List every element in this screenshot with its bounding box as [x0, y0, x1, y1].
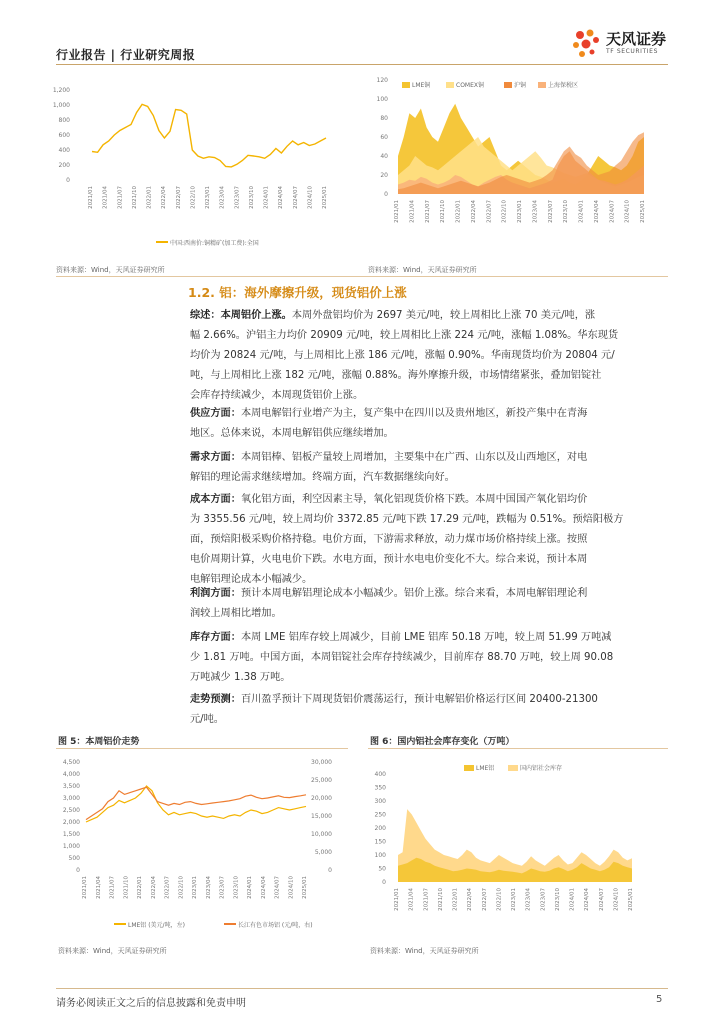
x-tick-label: 2024/01	[578, 200, 585, 223]
logo-text: 天风证券	[606, 30, 667, 48]
fig5-source: 资料来源：Wind，天风证券研究所	[58, 947, 167, 955]
fig5-y-right-tick: 30,000	[311, 759, 332, 766]
paragraph-demand: 需求方面：本周铝棒、铝板产量较上周增加，主要集中在广西、山东以及山西地区，对电 解铝的理论需求继续增加。终端方面，汽车数据继续向好。	[190, 452, 588, 483]
x-tick-label: 2022/04	[467, 888, 474, 911]
fig5-legend-cj: 长江有色市场铝 (元/吨，右)	[238, 922, 313, 929]
x-tick-label: 2023/10	[233, 876, 240, 899]
x-tick-label: 2021/07	[109, 876, 116, 899]
x-tick-label: 2024/04	[278, 186, 285, 209]
tr-source: 资料来源：Wind，天风证券研究所	[368, 266, 477, 274]
x-tick-label: 2021/07	[424, 200, 431, 223]
paragraph-cost: 成本方面：氧化铝方面，利空因素主导，氧化铝现货价格下跌。本周中国国产氧化铝均价 为 3355.56 元/吨，较上周均价 3372.85 元/吨下跌 17.29 元/吨，跌幅为 0.51%。预焙阳极方 面，预焙阳极采购价格持稳。电价方面，下游需求释放，动力煤市场价格持续上涨。按照 电价周期计算，火电电价下跌。水电方面，预计水电电价变化不大。综合来说，预计本周 电解铝理论成本小幅减少。	[190, 494, 624, 585]
fig5-y-left-tick: 3,000	[62, 795, 80, 802]
x-tick-label: 2021/07	[423, 888, 430, 911]
tl-y-tick: 1,200	[52, 87, 70, 94]
fig5-y-right-tick: 5,000	[314, 849, 332, 856]
tr-legend-swatch	[504, 82, 512, 88]
fig5-y-left-tick: 3,500	[62, 783, 80, 790]
x-tick-label: 2023/07	[219, 876, 226, 899]
tl-legend-label: 中国:西南价:铜精矿(加工费):全国	[170, 240, 259, 247]
fig5-legend-lme: LME铝 (美元/吨，左)	[128, 922, 185, 929]
x-tick-label: 2022/04	[470, 200, 477, 223]
x-tick-label: 2024/07	[609, 200, 616, 223]
tr-legend-swatch	[402, 82, 410, 88]
x-tick-label: 2021/01	[82, 876, 88, 899]
x-tick-label: 2021/04	[95, 876, 102, 899]
x-tick-label: 2024/10	[624, 200, 631, 223]
tl-y-tick: 200	[58, 162, 70, 169]
x-tick-label: 2022/07	[164, 876, 171, 899]
fig6-title-rule	[368, 748, 668, 749]
tr-legend-swatch	[538, 82, 546, 88]
fig5-title: 图 5：本周铝价走势	[58, 737, 140, 747]
para-label: 综述：	[190, 310, 221, 321]
tf-logo-icon	[568, 26, 604, 62]
fig5-y-left-tick: 500	[68, 855, 80, 862]
x-tick-label: 2024/07	[274, 876, 281, 899]
tr-y-tick: 60	[380, 134, 388, 141]
x-tick-label: 2021/01	[88, 186, 94, 209]
paragraph-inventory: 库存方面：本周 LME 铝库存较上周减少，目前 LME 铝库 50.18 万吨，较上周 51.99 万吨减 少 1.81 万吨。中国方面，本周铝锭社会库存持续减少，目前库存 88.70 万吨，较上周 90.08 万吨减少 1.38 万吨。	[190, 632, 614, 683]
x-tick-label: 2023/07	[547, 200, 554, 223]
fig6-source: 资料来源：Wind，天风证券研究所	[370, 947, 479, 955]
fig6-y-tick: 200	[374, 825, 386, 832]
para-label: 供应方面：	[190, 408, 241, 419]
fig6-y-tick: 150	[374, 838, 386, 846]
fig6-legend-lme: LME铝	[476, 765, 495, 772]
x-tick-label: 2022/01	[146, 186, 153, 209]
page-number: 5	[656, 994, 663, 1005]
x-tick-label: 2022/10	[178, 876, 185, 899]
fig5-y-right-tick: 15,000	[311, 813, 332, 820]
x-tick-label: 2023/01	[511, 888, 517, 911]
report-header-title: 行业报告 | 行业研究周报	[56, 48, 196, 62]
tr-legend-label: 上海保税区	[548, 82, 579, 89]
x-tick-label: 2024/10	[613, 888, 620, 911]
x-tick-label: 2023/04	[219, 186, 226, 209]
header-divider	[56, 64, 668, 65]
fig5-y-left-tick: 1,500	[62, 831, 80, 838]
x-tick-label: 2022/01	[452, 888, 459, 911]
x-tick-label: 2024/01	[247, 876, 253, 899]
tr-y-tick: 120	[376, 77, 388, 84]
tr-legend-label: LME铜	[412, 82, 431, 89]
x-tick-label: 2022/01	[455, 200, 462, 223]
fig5-aluminum-price-chart	[56, 752, 350, 936]
x-tick-label: 2022/07	[481, 888, 488, 911]
x-tick-label: 2021/07	[117, 186, 124, 209]
fig5-y-left-tick: 4,500	[62, 759, 80, 766]
fig5-y-left-tick: 2,000	[62, 819, 80, 826]
paragraph-summary: 综述：本周铝价上涨。本周外盘铝均价为 2697 美元/吨，较上周相比上涨 70 美元/吨，涨 幅 2.66%。沪铝主力均价 20909 元/吨，较上周相比上涨 224 元/吨，涨幅 1.08%。华东现货 均价为 20824 元/吨，与上周相比上涨 186 元/吨，涨幅 0.90%。华南现货均价为 20804 元/ 吨，与上周相比上涨 182 元/吨，涨幅 0.88%。海外摩擦升级，市场情绪紧张，叠加铝锭社 会库存持续减少，本周现货铝价上涨。	[190, 310, 619, 401]
fig6-y-tick: 350	[374, 784, 386, 792]
paragraph-forecast: 走势预测：百川盈孚预计下周现货铝价震荡运行，预计电解铝价格运行区间 20400-21300 元/吨。	[190, 694, 598, 725]
tr-y-tick: 0	[384, 191, 388, 198]
fig5-changjiang-line	[86, 787, 306, 819]
x-tick-label: 2022/04	[161, 186, 168, 209]
x-tick-label: 2022/10	[190, 186, 197, 209]
x-tick-label: 2025/01	[322, 186, 328, 209]
tr-legend-swatch	[446, 82, 454, 88]
x-tick-label: 2021/10	[440, 200, 447, 223]
fig6-inventory-chart	[368, 752, 668, 936]
para-label: 利润方面：	[190, 588, 241, 599]
paragraph-supply: 供应方面：本周电解铝行业增产为主，复产集中在四川以及贵州地区，新投产集中在青海 地区。总体来说，本周电解铝供应继续增加。	[190, 408, 588, 439]
copper-tc-chart	[52, 72, 346, 262]
x-tick-label: 2021/01	[394, 200, 400, 223]
fig6-y-tick: 100	[374, 852, 386, 859]
x-tick-label: 2022/07	[175, 186, 182, 209]
fig6-title: 图 6：国内铝社会库存变化（万吨）	[370, 737, 515, 747]
x-tick-label: 2024/01	[263, 186, 270, 209]
fig6-y-tick: 400	[374, 771, 386, 778]
x-tick-label: 2023/01	[517, 200, 523, 223]
x-tick-label: 2024/07	[292, 186, 299, 209]
tr-y-tick: 80	[380, 115, 388, 122]
section-divider	[56, 276, 668, 277]
x-tick-label: 2024/07	[598, 888, 605, 911]
fig6-y-tick: 250	[374, 811, 386, 819]
x-tick-label: 2024/04	[584, 888, 591, 911]
tr-y-tick: 20	[380, 172, 388, 179]
logo-subtext: TF SECURITIES	[606, 48, 658, 55]
fig5-y-right-tick: 10,000	[311, 831, 332, 838]
x-tick-label: 2022/04	[150, 876, 157, 899]
x-tick-label: 2024/04	[593, 200, 600, 223]
tl-y-tick: 1,000	[52, 102, 70, 109]
x-tick-label: 2025/01	[302, 876, 308, 899]
para-label: 需求方面：	[190, 452, 241, 463]
x-tick-label: 2021/10	[131, 186, 138, 209]
fig5-y-right-tick: 0	[328, 867, 332, 874]
x-tick-label: 2023/04	[525, 888, 532, 911]
tr-legend-label: 沪铜	[514, 82, 527, 89]
tl-y-tick: 400	[58, 147, 70, 154]
x-tick-label: 2022/10	[496, 888, 503, 911]
fig5-y-left-tick: 2,500	[62, 807, 80, 814]
x-tick-label: 2023/04	[205, 876, 212, 899]
x-tick-label: 2024/04	[260, 876, 267, 899]
x-tick-label: 2022/10	[501, 200, 508, 223]
copper-inventory-chart	[368, 70, 668, 262]
x-tick-label: 2023/10	[563, 200, 570, 223]
section-title: 1.2. 铝：海外摩擦升级，现货铝价上涨	[188, 285, 407, 300]
x-tick-label: 2023/07	[234, 186, 241, 209]
fig5-title-rule	[56, 748, 348, 749]
fig5-y-left-tick: 4,000	[62, 771, 80, 778]
para-label: 库存方面：	[190, 632, 241, 643]
tr-legend-label: COMEX铜	[456, 82, 484, 89]
para-label: 走势预测：	[190, 694, 241, 705]
para-lead: 本周铝价上涨。	[220, 310, 292, 321]
x-tick-label: 2024/10	[288, 876, 295, 899]
x-tick-label: 2025/01	[640, 200, 646, 223]
tr-y-tick: 40	[380, 153, 388, 160]
x-tick-label: 2023/10	[248, 186, 255, 209]
fig6-y-tick: 300	[374, 798, 386, 805]
tl-y-tick: 600	[58, 132, 70, 139]
x-tick-label: 2023/07	[540, 888, 547, 911]
x-tick-label: 2021/04	[408, 888, 415, 911]
x-tick-label: 2024/01	[569, 888, 576, 911]
x-tick-label: 2023/10	[554, 888, 561, 911]
x-tick-label: 2021/04	[409, 200, 416, 223]
fig6-y-tick: 50	[378, 865, 386, 873]
x-tick-label: 2024/10	[307, 186, 314, 209]
paragraph-profit: 利润方面：预计本周电解铝理论成本小幅减少。铝价上涨。综合来看，本周电解铝理论利 润较上周相比增加。	[190, 588, 588, 619]
footer-disclaimer: 请务必阅读正文之后的信息披露和免责申明	[56, 998, 246, 1009]
fig5-y-right-tick: 20,000	[311, 795, 332, 802]
x-tick-label: 2023/01	[205, 186, 211, 209]
fig5-y-right-tick: 25,000	[311, 777, 332, 784]
tl-source: 资料来源：Wind，天风证券研究所	[56, 266, 165, 274]
fig6-legend-swatch-lme	[464, 765, 474, 771]
tr-y-tick: 100	[376, 96, 388, 103]
x-tick-label: 2025/01	[628, 888, 634, 911]
x-tick-label: 2023/04	[532, 200, 539, 223]
fig5-y-left-tick: 1,000	[62, 843, 80, 850]
x-tick-label: 2021/10	[123, 876, 130, 899]
x-tick-label: 2022/01	[137, 876, 143, 899]
x-tick-label: 2021/10	[437, 888, 444, 911]
tl-y-tick: 800	[58, 117, 70, 124]
x-tick-label: 2023/01	[192, 876, 198, 899]
tl-y-tick: 0	[66, 177, 70, 184]
tc-series-line	[92, 104, 326, 167]
footer-divider	[56, 988, 668, 989]
fig5-y-left-tick: 0	[76, 867, 80, 874]
fig6-legend-domestic: 国内铝社会库存	[520, 765, 563, 772]
fig6-legend-swatch-domestic	[508, 765, 518, 771]
x-tick-label: 2021/04	[102, 186, 109, 209]
x-tick-label: 2022/07	[486, 200, 493, 223]
fig6-y-tick: 0	[382, 879, 386, 886]
para-label: 成本方面：	[190, 494, 241, 505]
x-tick-label: 2021/01	[394, 888, 400, 911]
